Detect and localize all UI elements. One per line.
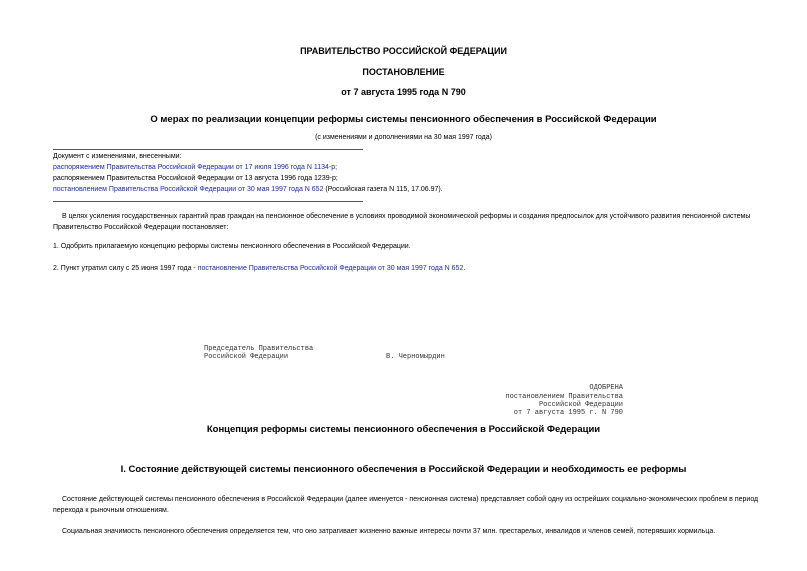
preamble-line-1: В целях усиления государственных гарантий прав граждан на пенсионное обеспечение в условиях проводимой экономической реформы и создания предпосылок для устойчивого развития пенсионной системы [62,213,751,220]
concept-para-1-line-1: Состояние действующей системы пенсионного обеспечения в Российской Федерации (далее именуется - пенсионная система) представляет собой одну из острейших социально-экономических проблем в период [62,496,759,503]
signature-title-1: Председатель Правительства [204,345,314,353]
point-2 [53,263,465,274]
approval-line-1: ОДОБРЕНА [589,384,623,392]
header-government: ПРАВИТЕЛЬСТВО РОССИЙСКОЙ ФЕДЕРАЦИИ [300,46,507,56]
signature-title-2: Российской Федерации [204,353,289,361]
header-doc-type: ПОСТАНОВЛЕНИЕ [362,67,445,77]
approval-line-3: Российской Федерации [538,401,623,409]
point-2-text: 2. Пункт утратил силу с 25 июня 1997 года - [53,265,198,272]
header-date-number: от 7 августа 1995 года N 790 [341,87,466,97]
changes-link-3[interactable]: постановлением Правительства Российской Федерации от 30 мая 1997 года N 652 [53,186,324,193]
approval-line-4: от 7 августа 1995 г. N 790 [513,409,623,417]
divider-bottom [53,201,363,202]
changes-link-1[interactable]: распоряжением Правительства Российской Федерации от 17 июля 1996 года N 1134-р; [53,164,338,171]
approval-line-2: постановлением Правительства [505,393,623,401]
section-1-heading: I. Состояние действующей системы пенсионного обеспечения в Российской Федерации и необходимость ее реформы [120,464,687,475]
changes-item-1[interactable] [53,162,337,173]
concept-title: Концепция реформы системы пенсионного обеспечения в Российской Федерации [206,424,601,435]
changes-item-3 [53,184,443,195]
point-2-link[interactable]: постановление Правительства Российской Федерации от 30 мая 1997 года N 652 [197,265,464,272]
amendment-note: (с изменениями и дополнениями на 30 мая 1997 года) [315,134,492,141]
point-1: 1. Одобрить прилагаемую концепцию реформы системы пенсионного обеспечения в Российской Федерации. [53,243,411,250]
changes-intro: Документ с изменениями, внесенными: [53,153,182,160]
concept-para-2: Социальная значимость пенсионного обеспечения определяется тем, что оно затрагивает жизненно важные интересы почти 37 млн. престарелых, инвалидов и членов семей, потерявших кормильца. [62,528,716,535]
signature-name: В. Черномырдин [386,353,445,361]
changes-item-3-tail: (Российская газета N 115, 17.06.97). [323,186,443,193]
changes-item-2: распоряжением Правительства Российской Федерации от 13 августа 1996 года 1239-р; [53,175,338,182]
preamble-line-2: Правительство Российской Федерации постановляет: [53,224,229,231]
concept-para-1-line-2: перехода к рыночным отношениям. [53,507,169,514]
divider-top [53,149,363,150]
point-2-end: . [463,265,466,272]
document-title: О мерах по реализации концепции реформы системы пенсионного обеспечения в Российской Федерации [150,114,657,125]
